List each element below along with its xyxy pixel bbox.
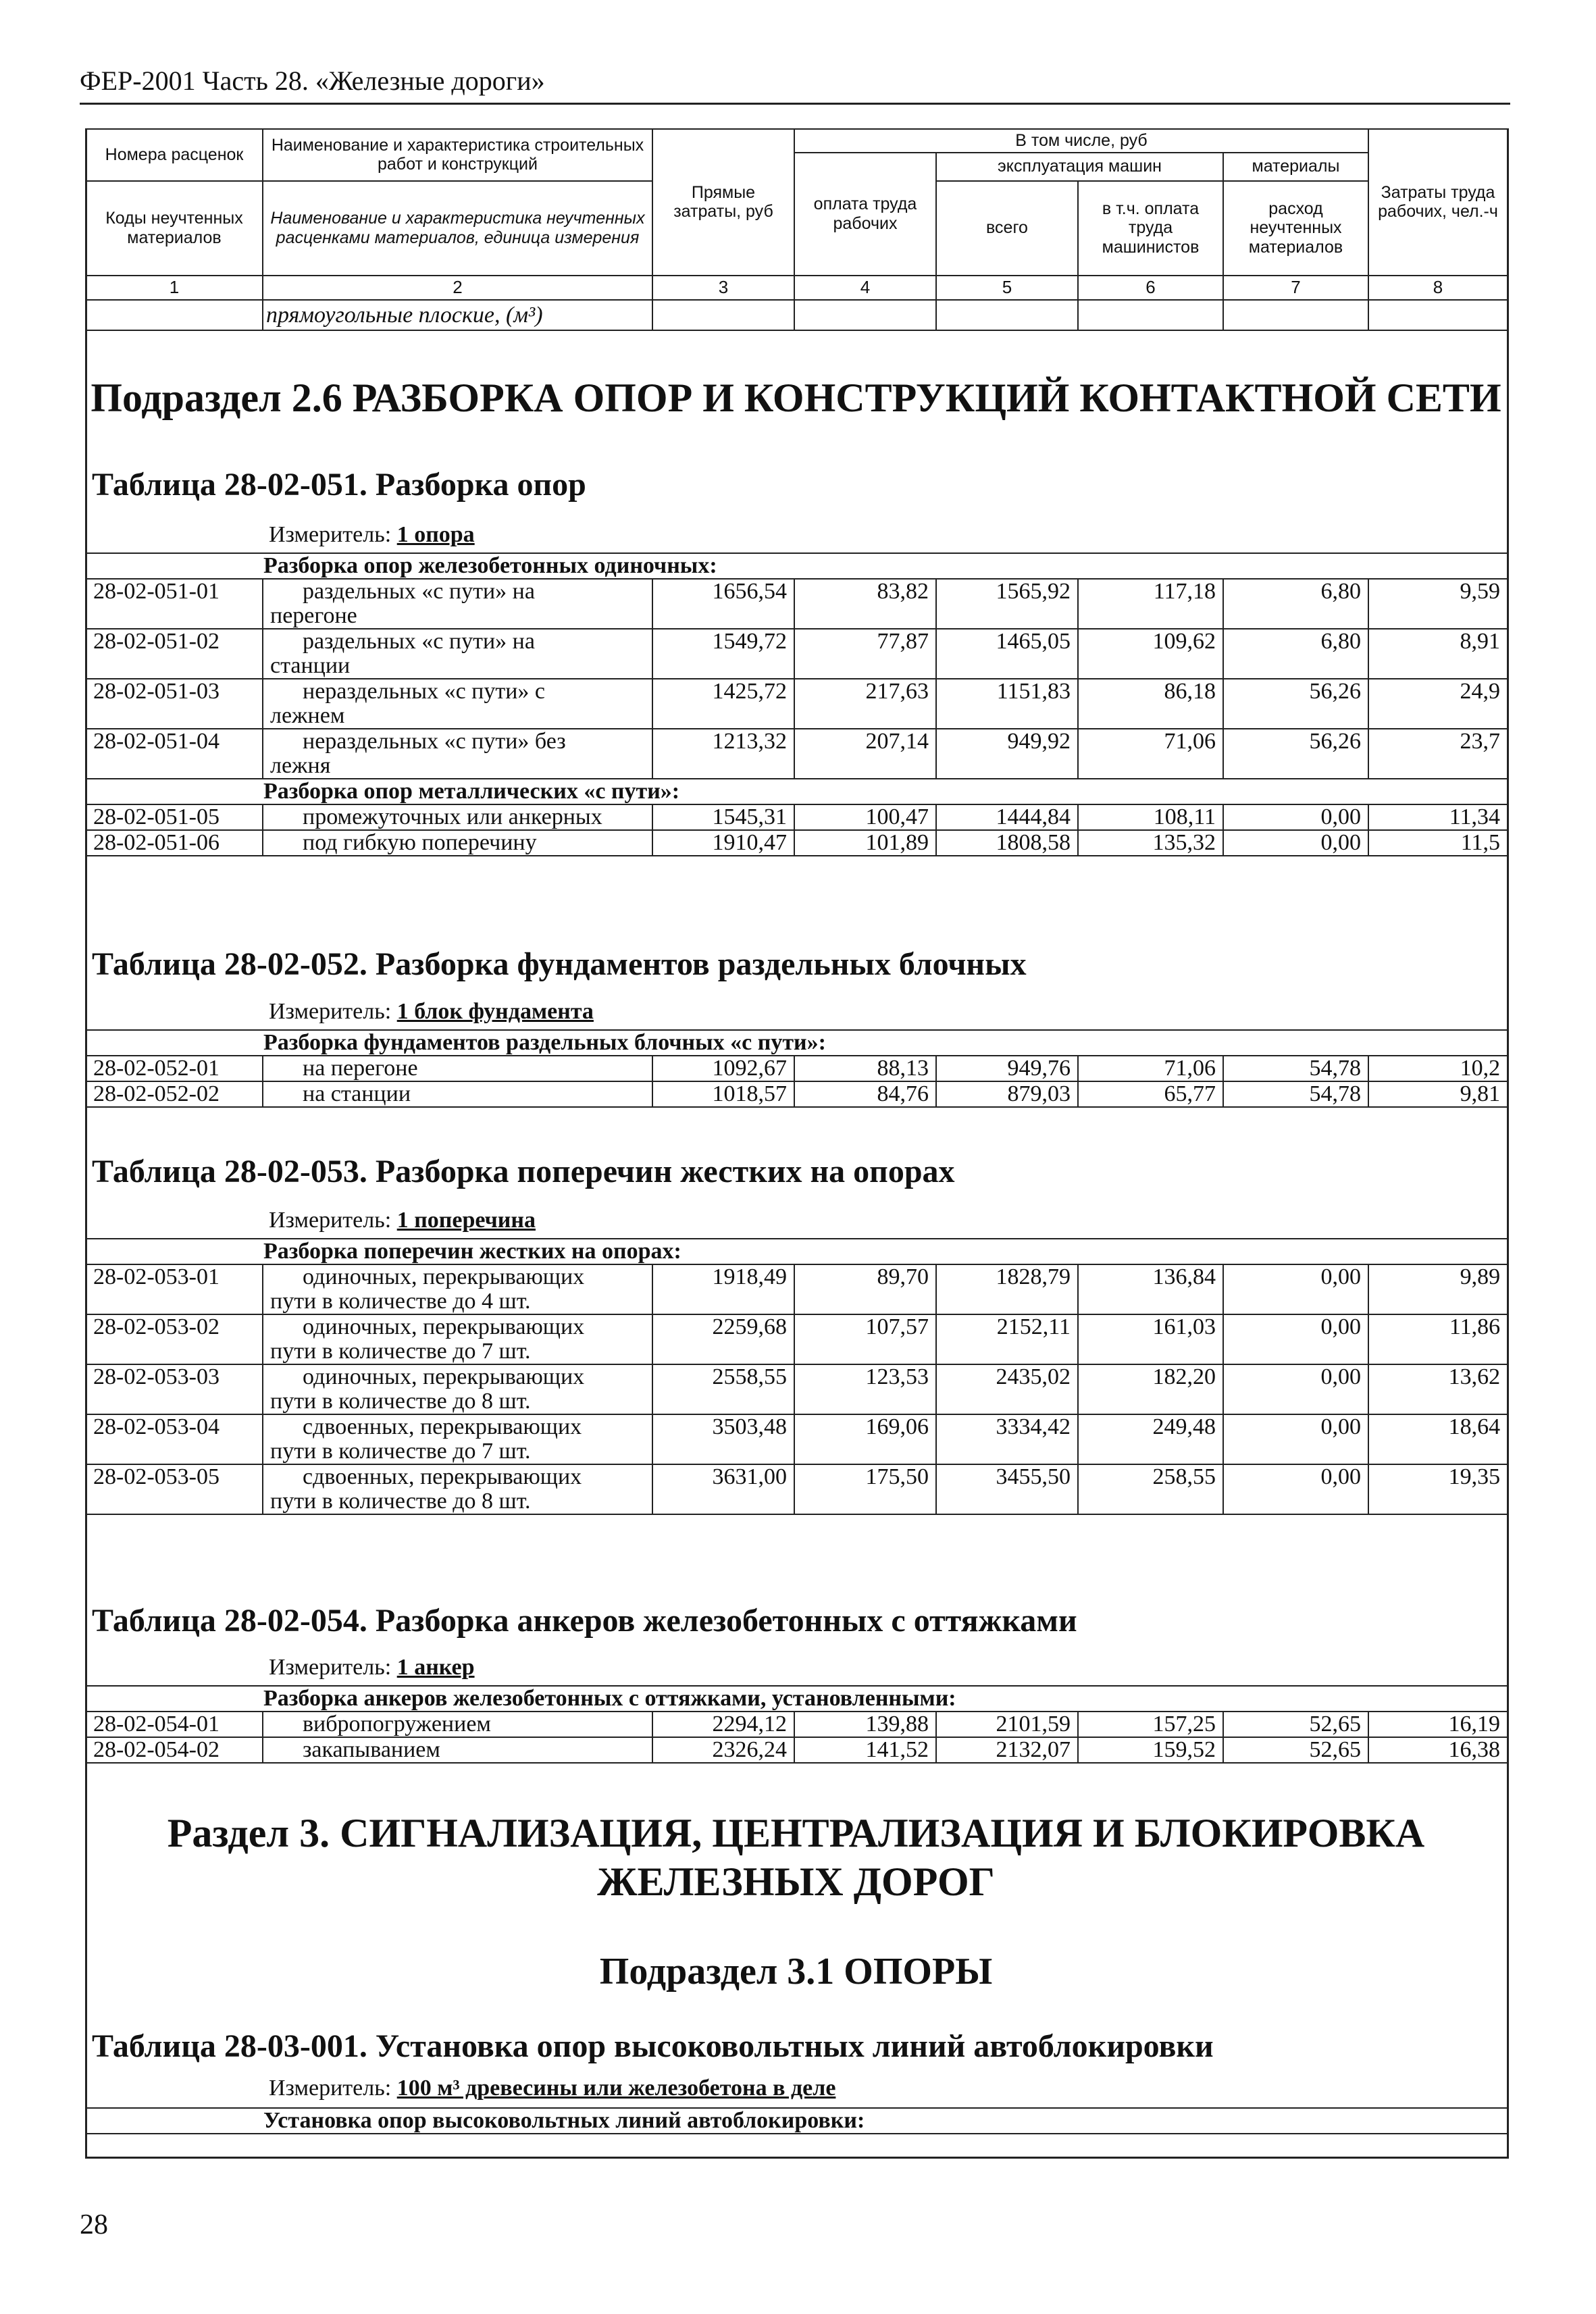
group-row — [86, 1686, 1508, 1712]
direct-costs-value: 2294,12 — [652, 1712, 794, 1737]
wages-value: 88,13 — [794, 1056, 936, 1081]
col-number: 6 — [1078, 276, 1223, 300]
materials-value: 54,78 — [1223, 1081, 1368, 1107]
table-row — [86, 804, 1508, 830]
work-name — [263, 629, 652, 679]
materials-value: 6,80 — [1223, 629, 1368, 679]
col-number: 4 — [794, 276, 936, 300]
wages-value: 217,63 — [794, 679, 936, 729]
machinist-wages-value: 182,20 — [1078, 1364, 1223, 1414]
work-name-line: станции — [270, 653, 351, 678]
wages-value: 141,52 — [794, 1737, 936, 1763]
group-row — [86, 2108, 1508, 2134]
direct-costs-value: 1425,72 — [652, 679, 794, 729]
work-name — [263, 830, 652, 856]
table-row — [86, 1364, 1508, 1414]
group-row — [86, 779, 1508, 804]
header-rule — [80, 103, 1510, 105]
labor-costs-value: 8,91 — [1368, 629, 1508, 679]
col-number: 1 — [86, 276, 263, 300]
subsection-heading: Подраздел 3.1 ОПОРЫ — [599, 1951, 993, 1992]
rate-code: 28-02-052-02 — [86, 1081, 263, 1107]
rate-code: 28-02-051-05 — [86, 804, 263, 830]
table-row — [86, 1081, 1508, 1107]
table-title: Таблица 28-02-054. Разборка анкеров железобетонных с оттяжками — [92, 1603, 1077, 1639]
col-header-machinist-wages: в т.ч. оплата труда машинистов — [1078, 181, 1223, 276]
rate-code: 28-02-054-01 — [86, 1712, 263, 1737]
work-name-line: сдвоенных, перекрывающих — [303, 1464, 582, 1489]
col-number: 7 — [1223, 276, 1368, 300]
work-name-line: раздельных «с пути» на — [303, 629, 535, 654]
group-title: Установка опор высоковольтных линий автоблокировки: — [86, 2108, 1508, 2134]
direct-costs-value: 1549,72 — [652, 629, 794, 679]
work-name-line: пути в количестве до 4 шт. — [270, 1289, 531, 1314]
materials-value: 52,65 — [1223, 1737, 1368, 1763]
wages-value: 89,70 — [794, 1264, 936, 1314]
measure-value: 1 блок фундамента — [396, 999, 594, 1024]
group-title: Разборка поперечин жестких на опорах: — [86, 1239, 1508, 1264]
machines-total-value: 3455,50 — [936, 1464, 1078, 1514]
machinist-wages-value: 117,18 — [1078, 579, 1223, 629]
measure-label: Измеритель: — [269, 1655, 392, 1680]
col-header-direct-costs: Прямые затраты, руб — [652, 129, 794, 276]
materials-value: 0,00 — [1223, 1264, 1368, 1314]
col-header-work-name: Наименование и характеристика строительных работ и конструкций — [263, 129, 652, 181]
table-row — [86, 1314, 1508, 1364]
measure-line — [269, 1208, 536, 1233]
rate-code: 28-02-053-01 — [86, 1264, 263, 1314]
direct-costs-value: 3631,00 — [652, 1464, 794, 1514]
section-heading-line2: ЖЕЛЕЗНЫХ ДОРОГ — [597, 1859, 995, 1904]
machines-total-value: 1828,79 — [936, 1264, 1078, 1314]
machinist-wages-value: 65,77 — [1078, 1081, 1223, 1107]
table-title: Таблица 28-02-051. Разборка опор — [92, 467, 586, 503]
rate-code: 28-02-053-02 — [86, 1314, 263, 1364]
labor-costs-value: 11,34 — [1368, 804, 1508, 830]
work-name — [263, 579, 652, 629]
machines-total-value: 2132,07 — [936, 1737, 1078, 1763]
group-title: Разборка фундаментов раздельных блочных «с пути»: — [86, 1030, 1508, 1056]
labor-costs-value: 9,89 — [1368, 1264, 1508, 1314]
work-name — [263, 1712, 652, 1737]
wages-value: 77,87 — [794, 629, 936, 679]
measure-label: Измеритель: — [269, 1208, 392, 1233]
col-header-including: В том числе, руб — [794, 129, 1368, 153]
labor-costs-value: 9,81 — [1368, 1081, 1508, 1107]
rates-table — [85, 552, 1508, 856]
materials-value: 0,00 — [1223, 1464, 1368, 1514]
measure-label: Измеритель: — [269, 999, 392, 1024]
labor-costs-value: 10,2 — [1368, 1056, 1508, 1081]
measure-line — [269, 1655, 475, 1680]
rate-code: 28-02-051-02 — [86, 629, 263, 679]
machinist-wages-value: 109,62 — [1078, 629, 1223, 679]
table-row — [86, 1464, 1508, 1514]
page-header: ФЕР-2001 Часть 28. «Железные дороги» — [80, 66, 545, 96]
machines-total-value: 879,03 — [936, 1081, 1078, 1107]
work-name-line: на станции — [303, 1081, 411, 1106]
section-heading-line1: Раздел 3. СИГНАЛИЗАЦИЯ, ЦЕНТРАЛИЗАЦИЯ И БЛОКИРОВКА — [167, 1811, 1425, 1855]
materials-value: 0,00 — [1223, 830, 1368, 856]
work-name — [263, 679, 652, 729]
wages-value: 175,50 — [794, 1464, 936, 1514]
work-name — [263, 1737, 652, 1763]
work-name — [263, 1081, 652, 1107]
rate-code: 28-02-054-02 — [86, 1737, 263, 1763]
wages-value: 123,53 — [794, 1364, 936, 1414]
materials-value: 54,78 — [1223, 1056, 1368, 1081]
col-header-wages: оплата труда рабочих — [794, 153, 936, 276]
col-number: 2 — [263, 276, 652, 300]
work-name — [263, 1264, 652, 1314]
wages-value: 101,89 — [794, 830, 936, 856]
col-number: 8 — [1368, 276, 1508, 300]
direct-costs-value: 1092,67 — [652, 1056, 794, 1081]
machinist-wages-value: 161,03 — [1078, 1314, 1223, 1364]
direct-costs-value: 1545,31 — [652, 804, 794, 830]
work-name-line: под гибкую поперечину — [303, 830, 537, 855]
work-name-line: нераздельных «с пути» без — [303, 729, 566, 754]
page-number: 28 — [80, 2209, 108, 2240]
work-name — [263, 1364, 652, 1414]
machinist-wages-value: 249,48 — [1078, 1414, 1223, 1464]
machinist-wages-value: 159,52 — [1078, 1737, 1223, 1763]
rate-code: 28-02-052-01 — [86, 1056, 263, 1081]
col-header-labor-costs: Затраты труда рабочих, чел.-ч — [1368, 129, 1508, 276]
rate-code: 28-02-053-05 — [86, 1464, 263, 1514]
work-name-line: одиночных, перекрывающих — [303, 1364, 585, 1389]
wages-value: 139,88 — [794, 1712, 936, 1737]
machinist-wages-value: 71,06 — [1078, 1056, 1223, 1081]
machines-total-value: 1465,05 — [936, 629, 1078, 679]
rates-table — [85, 1685, 1508, 1764]
machines-total-value: 3334,42 — [936, 1414, 1078, 1464]
table-row — [86, 729, 1508, 779]
work-name-line: сдвоенных, перекрывающих — [303, 1414, 582, 1439]
measure-value: 100 м³ древесины или железобетона в деле — [396, 2076, 836, 2101]
measure-line — [269, 522, 475, 548]
table-row — [86, 1056, 1508, 1081]
labor-costs-value: 9,59 — [1368, 579, 1508, 629]
table-row — [86, 1712, 1508, 1737]
machinist-wages-value: 108,11 — [1078, 804, 1223, 830]
machines-total-value: 2101,59 — [936, 1712, 1078, 1737]
work-name-line: нераздельных «с пути» с — [303, 679, 546, 704]
group-row — [86, 1239, 1508, 1264]
work-name-line: перегоне — [270, 603, 357, 628]
wages-value: 107,57 — [794, 1314, 936, 1364]
col-number: 5 — [936, 276, 1078, 300]
col-header-material-codes: Коды неучтенных материалов — [86, 181, 263, 276]
rate-code: 28-02-053-03 — [86, 1364, 263, 1414]
machinist-wages-value: 136,84 — [1078, 1264, 1223, 1314]
col-header-material-use: расход неучтенных материалов — [1223, 181, 1368, 276]
table-row — [86, 679, 1508, 729]
machines-total-value: 2435,02 — [936, 1364, 1078, 1414]
measure-label: Измеритель: — [269, 2076, 392, 2101]
labor-costs-value: 23,7 — [1368, 729, 1508, 779]
machinist-wages-value: 71,06 — [1078, 729, 1223, 779]
table-row — [86, 1264, 1508, 1314]
group-title: Разборка опор железобетонных одиночных: — [86, 553, 1508, 579]
rate-code: 28-02-051-04 — [86, 729, 263, 779]
machines-total-value: 1565,92 — [936, 579, 1078, 629]
labor-costs-value: 24,9 — [1368, 679, 1508, 729]
direct-costs-value: 2326,24 — [652, 1737, 794, 1763]
rates-table — [85, 1238, 1508, 1515]
materials-value: 52,65 — [1223, 1712, 1368, 1737]
direct-costs-value: 1213,32 — [652, 729, 794, 779]
work-name-line: пути в количестве до 7 шт. — [270, 1439, 531, 1464]
machines-total-value: 949,92 — [936, 729, 1078, 779]
machinist-wages-value: 157,25 — [1078, 1712, 1223, 1737]
wages-value: 83,82 — [794, 579, 936, 629]
work-name-line: промежуточных или анкерных — [303, 804, 602, 829]
machinist-wages-value: 135,32 — [1078, 830, 1223, 856]
labor-costs-value: 11,86 — [1368, 1314, 1508, 1364]
machines-total-value: 949,76 — [936, 1056, 1078, 1081]
table-title: Таблица 28-03-001. Установка опор высоковольтных линий автоблокировки — [92, 2028, 1214, 2064]
work-name — [263, 1414, 652, 1464]
materials-value: 0,00 — [1223, 804, 1368, 830]
machinist-wages-value: 258,55 — [1078, 1464, 1223, 1514]
col-header-machines: эксплуатация машин — [936, 153, 1223, 181]
group-row — [86, 1030, 1508, 1056]
wages-value: 169,06 — [794, 1414, 936, 1464]
direct-costs-value: 1018,57 — [652, 1081, 794, 1107]
group-title: Разборка опор металлических «с пути»: — [86, 779, 1508, 804]
direct-costs-value: 3503,48 — [652, 1414, 794, 1464]
work-name-line: пути в количестве до 7 шт. — [270, 1339, 531, 1364]
work-name — [263, 1056, 652, 1081]
table-row — [86, 830, 1508, 856]
work-name-line: раздельных «с пути» на — [303, 579, 535, 604]
group-title: Разборка анкеров железобетонных с оттяжками, установленными: — [86, 1686, 1508, 1712]
work-name-line: лежнем — [270, 703, 345, 728]
column-header-table — [85, 128, 1508, 331]
work-name — [263, 804, 652, 830]
measure-value: 1 поперечина — [396, 1208, 536, 1233]
machines-total-value: 1808,58 — [936, 830, 1078, 856]
machines-total-value: 1151,83 — [936, 679, 1078, 729]
materials-value: 6,80 — [1223, 579, 1368, 629]
labor-costs-value: 19,35 — [1368, 1464, 1508, 1514]
work-name-line: закапыванием — [303, 1737, 440, 1762]
machines-total-value: 1444,84 — [936, 804, 1078, 830]
wages-value: 84,76 — [794, 1081, 936, 1107]
measure-line — [269, 999, 594, 1025]
subsection-heading: Подраздел 2.6 РАЗБОРКА ОПОР И КОНСТРУКЦИЙ КОНТАКТНОЙ СЕТИ — [91, 376, 1501, 420]
work-name-line: вибропогружением — [303, 1712, 491, 1737]
rate-code: 28-02-051-01 — [86, 579, 263, 629]
labor-costs-value: 18,64 — [1368, 1414, 1508, 1464]
materials-value: 0,00 — [1223, 1414, 1368, 1464]
group-row — [86, 553, 1508, 579]
measure-line — [269, 2076, 835, 2101]
machines-total-value: 2152,11 — [936, 1314, 1078, 1364]
direct-costs-value: 1910,47 — [652, 830, 794, 856]
labor-costs-value: 16,38 — [1368, 1737, 1508, 1763]
direct-costs-value: 2558,55 — [652, 1364, 794, 1414]
rate-code: 28-02-053-04 — [86, 1414, 263, 1464]
rates-table — [85, 2107, 1508, 2134]
continued-row-text: прямоугольные плоские, (м³) — [263, 300, 652, 330]
work-name-line: одиночных, перекрывающих — [303, 1264, 585, 1289]
work-name — [263, 729, 652, 779]
wages-value: 100,47 — [794, 804, 936, 830]
work-name-line: лежня — [270, 753, 331, 778]
table-row — [86, 1414, 1508, 1464]
table-title: Таблица 28-02-053. Разборка поперечин жестких на опорах — [92, 1154, 955, 1189]
materials-value: 0,00 — [1223, 1364, 1368, 1414]
table-row — [86, 629, 1508, 679]
measure-value: 1 анкер — [396, 1655, 475, 1680]
measure-label: Измеритель: — [269, 522, 392, 547]
direct-costs-value: 1656,54 — [652, 579, 794, 629]
rate-code: 28-02-051-06 — [86, 830, 263, 856]
table-row — [86, 579, 1508, 629]
wages-value: 207,14 — [794, 729, 936, 779]
col-header-materials: материалы — [1223, 153, 1368, 181]
direct-costs-value: 2259,68 — [652, 1314, 794, 1364]
materials-value: 56,26 — [1223, 679, 1368, 729]
rates-table — [85, 1029, 1508, 1108]
labor-costs-value: 11,5 — [1368, 830, 1508, 856]
rate-code: 28-02-051-03 — [86, 679, 263, 729]
direct-costs-value: 1918,49 — [652, 1264, 794, 1314]
work-name — [263, 1464, 652, 1514]
work-name-line: пути в количестве до 8 шт. — [270, 1489, 531, 1514]
measure-value: 1 опора — [396, 522, 475, 547]
table-title: Таблица 28-02-052. Разборка фундаментов раздельных блочных — [92, 946, 1027, 982]
col-number: 3 — [652, 276, 794, 300]
machinist-wages-value: 86,18 — [1078, 679, 1223, 729]
col-header-machines-total: всего — [936, 181, 1078, 276]
work-name — [263, 1314, 652, 1364]
col-header-material-name: Наименование и характеристика неучтенных расценками материалов, единица измерения — [263, 181, 652, 276]
work-name-line: одиночных, перекрывающих — [303, 1314, 585, 1339]
labor-costs-value: 16,19 — [1368, 1712, 1508, 1737]
labor-costs-value: 13,62 — [1368, 1364, 1508, 1414]
table-row — [86, 1737, 1508, 1763]
col-header-rate-numbers: Номера расценок — [86, 129, 263, 181]
work-name-line: пути в количестве до 8 шт. — [270, 1389, 531, 1414]
materials-value: 0,00 — [1223, 1314, 1368, 1364]
frame-bottom-rule — [85, 2157, 1507, 2159]
materials-value: 56,26 — [1223, 729, 1368, 779]
work-name-line: на перегоне — [303, 1056, 418, 1081]
